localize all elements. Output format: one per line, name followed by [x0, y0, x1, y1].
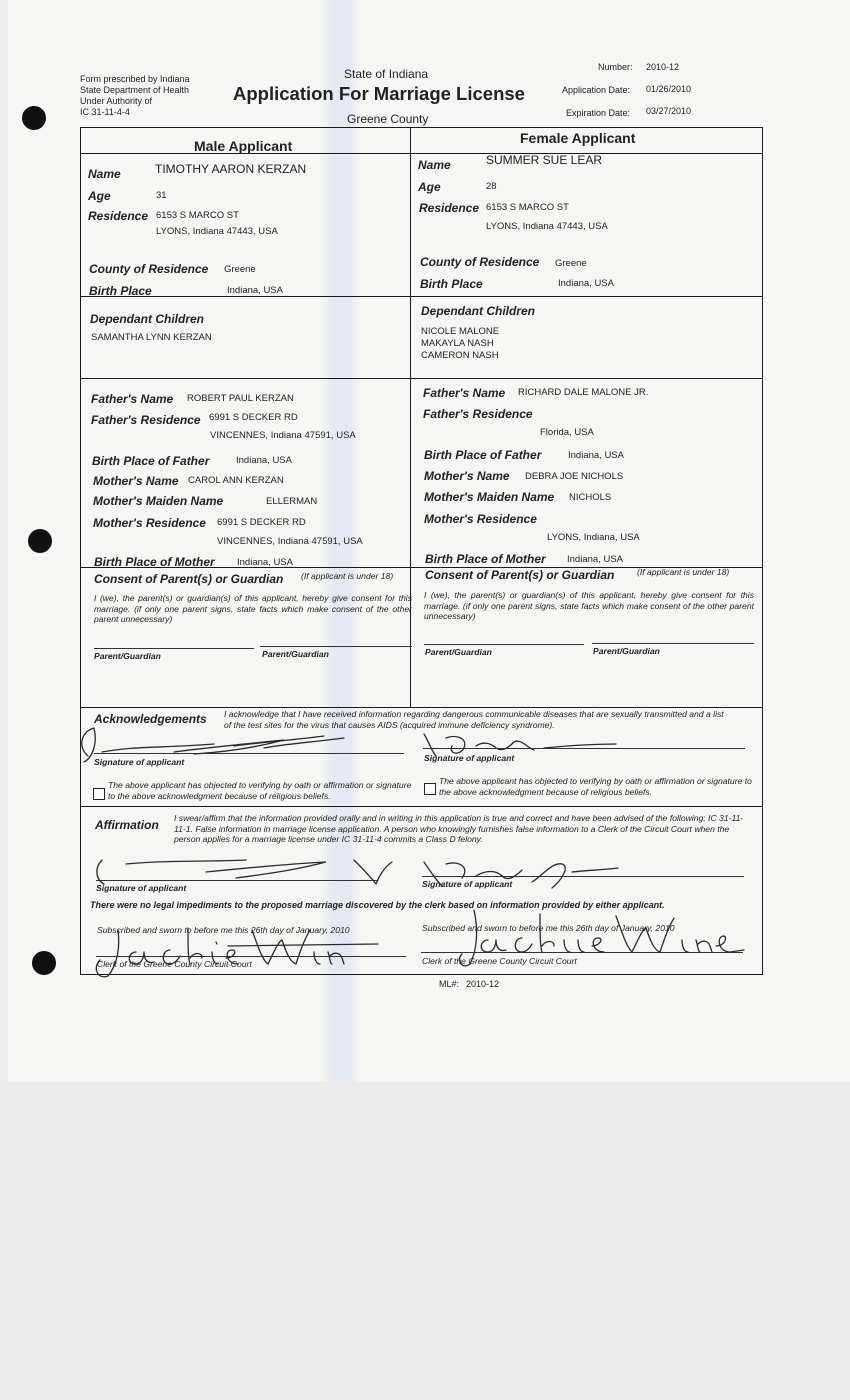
- female-name-value: SUMMER SUE LEAR: [486, 153, 603, 167]
- punch-hole: [28, 529, 52, 553]
- male-mothers-maiden-name-label: Mother's Maiden Name: [93, 494, 224, 508]
- female-dependant-children-label: Dependant Children: [421, 304, 536, 318]
- male-religious-objection-checkbox[interactable]: [93, 788, 105, 800]
- female-parent-signature-line: [592, 643, 754, 644]
- male-mothers-residence-line1: 6991 S DECKER RD: [217, 517, 306, 528]
- ml-number-value: 2010-12: [466, 979, 500, 989]
- female-birth-place-father-label: Birth Place of Father: [424, 448, 542, 462]
- female-parent-guardian-label: Parent/Guardian: [593, 646, 660, 656]
- male-birth-place-father-label: Birth Place of Father: [92, 454, 210, 468]
- female-mothers-residence-label: Mother's Residence: [424, 512, 537, 526]
- male-child-1: SAMANTHA LYNN KERZAN: [91, 332, 212, 343]
- male-residence-line1: 6153 S MARCO ST: [156, 210, 239, 221]
- document-sheet: [8, 0, 850, 1082]
- female-county-label: County of Residence: [420, 255, 540, 269]
- county-name: Greene County: [347, 112, 429, 126]
- female-residence-label: Residence: [419, 201, 480, 215]
- female-consent-note: (If applicant is under 18): [637, 567, 730, 577]
- male-religious-objection-text: The above applicant has objected to verifying by oath or affirmation or signature to the above acknowledgment because of religious beliefs.: [108, 780, 412, 801]
- male-fathers-residence-line2: VINCENNES, Indiana 47591, USA: [210, 430, 356, 441]
- female-mothers-name-value: DEBRA JOE NICHOLS: [525, 471, 624, 482]
- male-fathers-name-label: Father's Name: [91, 392, 174, 406]
- female-affirmation-signature: [412, 852, 622, 892]
- female-parent-guardian-label: Parent/Guardian: [425, 647, 492, 657]
- row-divider: [80, 707, 763, 708]
- male-parent-signature-line: [94, 648, 254, 649]
- female-fathers-name-label: Father's Name: [423, 386, 506, 400]
- female-religious-objection-checkbox[interactable]: [424, 783, 436, 795]
- female-affirmation-signature-label: Signature of applicant: [422, 879, 513, 889]
- clerk-signature-left: [78, 906, 378, 986]
- ml-number-label: ML#:: [439, 979, 460, 989]
- female-mothers-residence-line2: LYONS, Indiana, USA: [547, 532, 640, 543]
- female-religious-objection-text: The above applicant has objected to verifying by oath or affirmation or signature to the above acknowledgment because of religious beliefs.: [439, 776, 752, 797]
- male-parent-guardian-label: Parent/Guardian: [262, 649, 329, 659]
- female-mothers-maiden-name-label: Mother's Maiden Name: [424, 490, 555, 504]
- row-divider: [80, 806, 763, 807]
- male-affirmation-signature: [86, 850, 396, 890]
- affirmation-title: Affirmation: [95, 818, 159, 832]
- female-residence-line2: LYONS, Indiana 47443, USA: [486, 221, 608, 232]
- male-consent-note: (If applicant is under 18): [301, 571, 394, 581]
- female-ack-signature-label: Signature of applicant: [424, 753, 515, 763]
- number-label: Number:: [598, 62, 633, 72]
- male-mothers-residence-line2: VINCENNES, Indiana 47591, USA: [217, 536, 363, 547]
- row-divider: [80, 296, 763, 297]
- male-residence-label: Residence: [88, 209, 149, 223]
- female-county-value: Greene: [555, 258, 587, 269]
- male-applicant-header: Male Applicant: [194, 138, 293, 154]
- male-county-value: Greene: [224, 264, 256, 275]
- female-parent-signature-line: [424, 644, 584, 645]
- application-date-label: Application Date:: [562, 85, 631, 95]
- female-child-2: MAKAYLA NASH: [421, 338, 494, 349]
- male-name-label: Name: [88, 167, 121, 181]
- punch-hole: [32, 951, 56, 975]
- expiration-date-label: Expiration Date:: [566, 108, 631, 118]
- male-county-label: County of Residence: [89, 262, 209, 276]
- male-birth-place-value: Indiana, USA: [227, 285, 283, 296]
- acknowledgements-text: I acknowledge that I have received information regarding dangerous communicable diseases that are sexually transmitted and a list of the test sites for the virus that causes AIDS (acquired immune deficiency syndrome).: [224, 709, 724, 730]
- state-name: State of Indiana: [344, 67, 429, 81]
- male-birth-place-label: Birth Place: [89, 284, 152, 298]
- female-name-label: Name: [418, 158, 451, 172]
- clerk-signature-right: [448, 900, 748, 980]
- application-date-value: 01/26/2010: [646, 84, 692, 94]
- male-affirmation-signature-label: Signature of applicant: [96, 883, 187, 893]
- number-value: 2010-12: [646, 62, 680, 72]
- male-fathers-residence-line1: 6991 S DECKER RD: [209, 412, 298, 423]
- blank-area-below-document: [0, 1082, 850, 1400]
- header-row-divider: [80, 153, 763, 154]
- form-prescribed-note: Form prescribed by Indiana State Department of Health Under Authority of IC 31-11-4-4: [80, 74, 190, 117]
- expiration-date-value: 03/27/2010: [646, 106, 692, 116]
- male-fathers-name-value: ROBERT PAUL KERZAN: [187, 393, 294, 404]
- male-fathers-residence-label: Father's Residence: [91, 413, 201, 427]
- male-dependant-children-label: Dependant Children: [90, 312, 205, 326]
- female-fathers-name-value: RICHARD DALE MALONE JR.: [518, 387, 649, 398]
- affirmation-text: I swear/affirm that the information provided orally and in writing in this application is true and correct and have been advised of the following: IC 31-11-11-1. False information in marriage license application. A person who knowingly furnishes false information to a Clerk of the Circuit Court when the person applies for a marriage license under IC 31-11-4 commits a Class D felony.: [174, 813, 744, 844]
- female-consent-text: I (we), the parent(s) or guardian(s) of this applicant, hereby give consent for this marriage. (if only one parent signs, state facts which make consent of the other parent unnecessary): [424, 590, 754, 621]
- female-mothers-name-label: Mother's Name: [424, 469, 510, 483]
- punch-hole: [22, 106, 46, 130]
- male-mothers-name-label: Mother's Name: [93, 474, 179, 488]
- male-age-label: Age: [88, 189, 111, 203]
- male-parent-guardian-label: Parent/Guardian: [94, 651, 161, 661]
- sworn-statement-right: Subscribed and sworn to before me this 26th day of January, 2010: [422, 923, 675, 933]
- female-consent-title: Consent of Parent(s) or Guardian: [425, 568, 615, 582]
- male-mothers-residence-label: Mother's Residence: [93, 516, 206, 530]
- female-residence-line1: 6153 S MARCO ST: [486, 202, 569, 213]
- female-age-label: Age: [418, 180, 441, 194]
- male-age-value: 31: [156, 190, 167, 201]
- male-ack-signature: [74, 718, 404, 764]
- male-name-value: TIMOTHY AARON KERZAN: [155, 162, 307, 176]
- female-fathers-residence-label: Father's Residence: [423, 407, 533, 421]
- male-mothers-maiden-name-value: ELLERMAN: [266, 496, 318, 507]
- clerk-label-left: Clerk of the Greene County Circuit Court: [97, 959, 252, 969]
- page-title: Application For Marriage License: [233, 83, 525, 104]
- male-mothers-name-value: CAROL ANN KERZAN: [188, 475, 284, 486]
- male-birth-place-father-value: Indiana, USA: [236, 455, 292, 466]
- male-residence-line2: LYONS, Indiana 47443, USA: [156, 226, 278, 237]
- female-age-value: 28: [486, 181, 497, 192]
- female-ack-signature: [416, 724, 626, 764]
- male-consent-text: I (we), the parent(s) or guardian(s) of this applicant, hereby give consent for this marriage. (if only one parent signs, state facts which make consent of the other parent unnecessary): [94, 593, 412, 624]
- female-child-3: CAMERON NASH: [421, 350, 499, 361]
- male-consent-title: Consent of Parent(s) or Guardian: [94, 572, 284, 586]
- sworn-statement-left: Subscribed and sworn to before me this 26th day of January, 2010: [97, 925, 350, 935]
- female-birth-place-father-value: Indiana, USA: [568, 450, 624, 461]
- female-birth-place-mother-label: Birth Place of Mother: [425, 552, 546, 566]
- male-birth-place-mother-value: Indiana, USA: [237, 557, 293, 568]
- row-divider: [80, 378, 763, 379]
- female-birth-place-value: Indiana, USA: [558, 278, 614, 289]
- female-child-1: NICOLE MALONE: [421, 326, 500, 337]
- acknowledgements-title: Acknowledgements: [94, 712, 207, 726]
- female-birth-place-label: Birth Place: [420, 277, 483, 291]
- female-fathers-residence-line2: Florida, USA: [540, 427, 594, 438]
- male-ack-signature-label: Signature of applicant: [94, 757, 185, 767]
- female-birth-place-mother-value: Indiana, USA: [567, 554, 623, 565]
- male-birth-place-mother-label: Birth Place of Mother: [94, 555, 215, 569]
- no-impediments-statement: There were no legal impediments to the proposed marriage discovered by the clerk based on information provided by either applicant.: [90, 900, 665, 910]
- female-applicant-header: Female Applicant: [520, 130, 636, 146]
- female-mothers-maiden-name-value: NICHOLS: [569, 492, 612, 503]
- male-parent-signature-line: [260, 646, 412, 647]
- clerk-label-right: Clerk of the Greene County Circuit Court: [422, 956, 577, 966]
